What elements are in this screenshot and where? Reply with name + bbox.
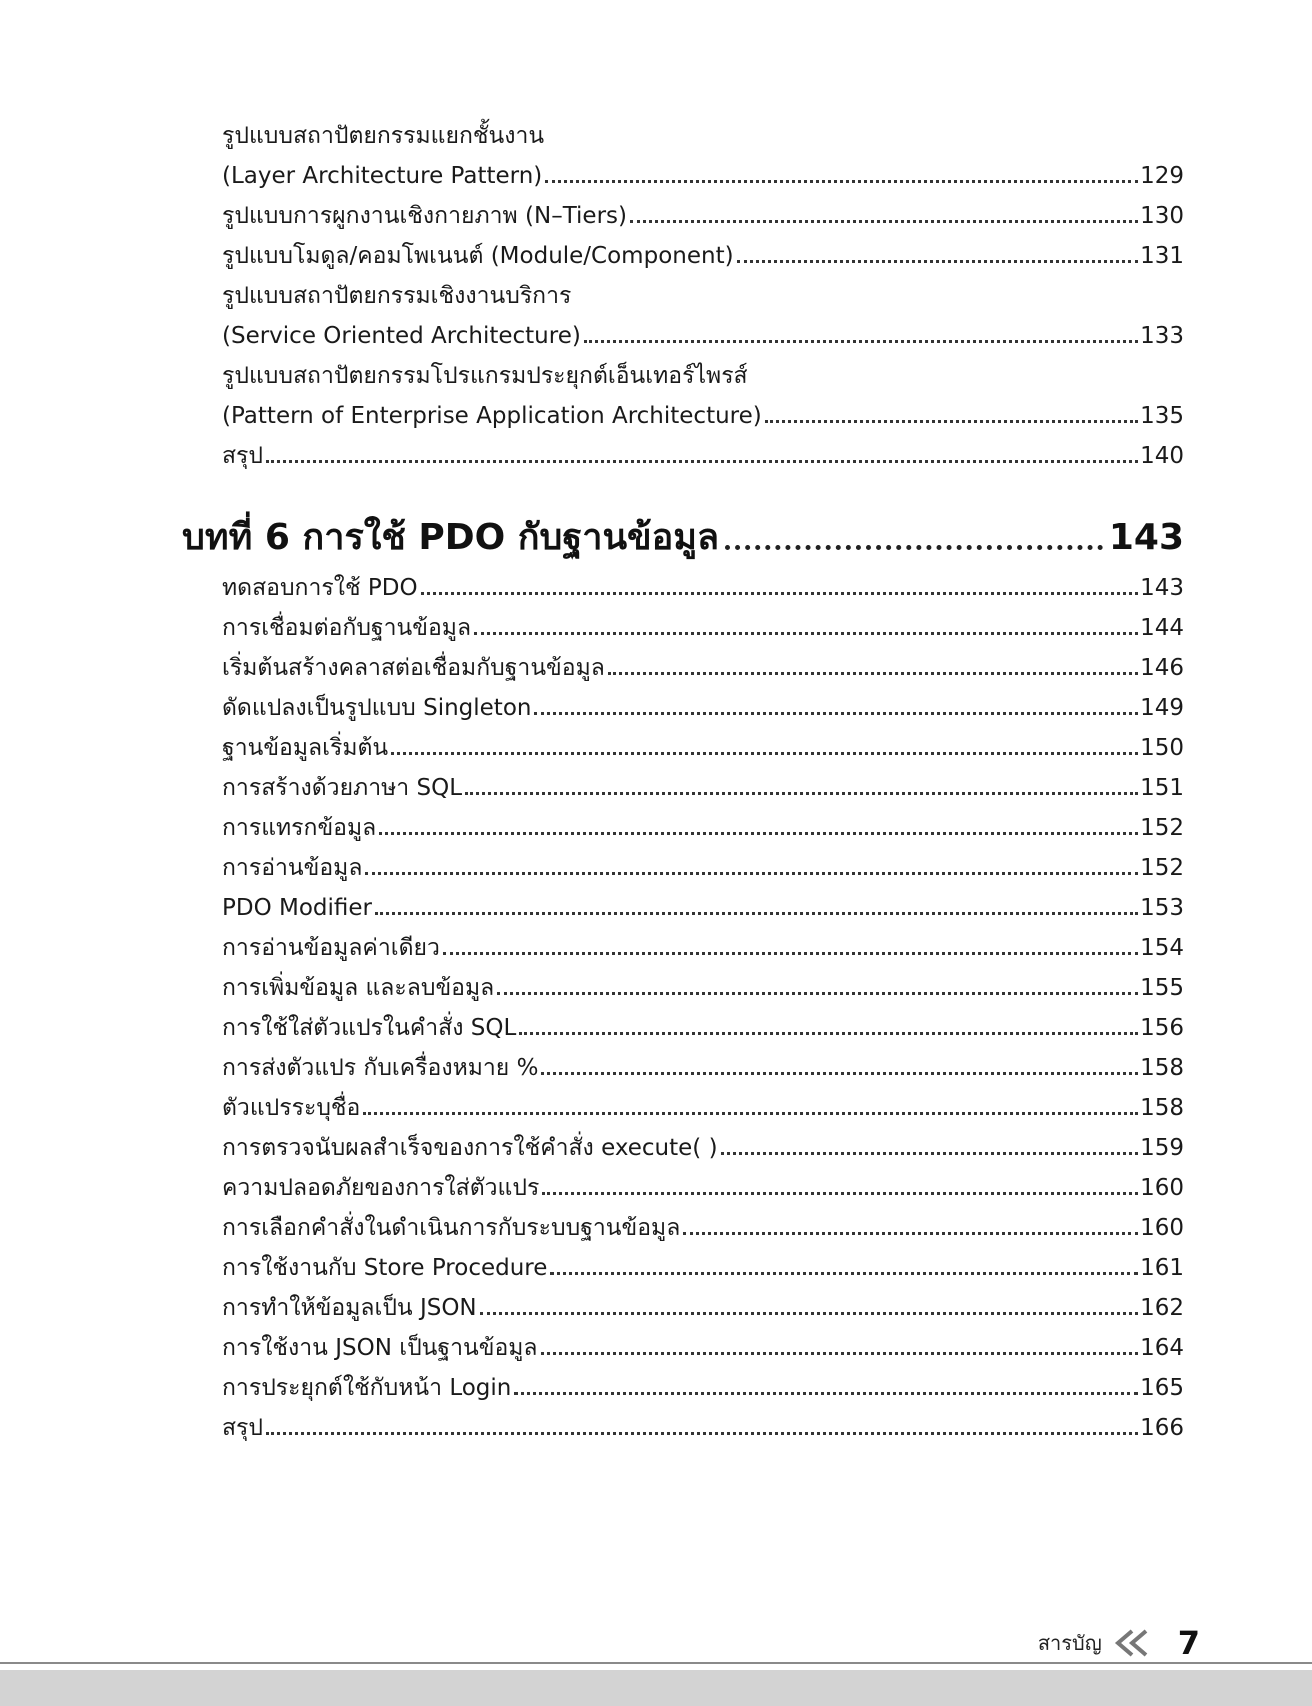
toc-entry-page: 161	[1140, 1255, 1184, 1281]
toc-entry-page: 151	[1140, 775, 1184, 801]
dot-leader	[542, 1192, 1138, 1195]
toc-entry-title: การเลือกคำสั่งในดำเนินการกับระบบฐานข้อมูล	[222, 1215, 681, 1241]
toc-entry-page: 160	[1140, 1175, 1184, 1201]
dot-leader	[266, 460, 1138, 463]
dot-leader	[519, 1032, 1138, 1035]
dot-leader	[514, 1392, 1138, 1395]
dot-leader	[541, 1352, 1139, 1355]
toc-entry-title: การใช้งานกับ Store Procedure	[222, 1255, 548, 1281]
toc-entry-page: 130	[1140, 203, 1184, 229]
dot-leader	[266, 1432, 1138, 1435]
toc-entry	[222, 762, 1184, 802]
toc-entry-title: การเพิ่มข้อมูล และลบข้อมูล	[222, 975, 495, 1001]
toc-entry-page: 154	[1140, 935, 1184, 961]
toc-entry-page: 143	[1140, 575, 1184, 601]
toc-entry-page: 166	[1140, 1415, 1184, 1441]
dot-leader	[584, 340, 1138, 343]
toc-entry	[222, 562, 1184, 602]
toc-entry	[222, 270, 1184, 310]
toc-entry	[222, 1362, 1184, 1402]
toc-entry	[222, 1162, 1184, 1202]
dot-leader	[534, 712, 1138, 715]
toc-entry-page: 152	[1140, 815, 1184, 841]
toc-entry-title: การอ่านข้อมูล	[222, 855, 363, 881]
dot-leader	[375, 912, 1138, 915]
toc-entry-title: ฐานข้อมูลเริ่มต้น	[222, 735, 389, 761]
toc-entry	[222, 722, 1184, 762]
footer-rule	[0, 1662, 1312, 1664]
toc-entry-title: (Service Oriented Architecture)	[222, 323, 581, 349]
dot-leader	[630, 220, 1138, 223]
toc-entry	[222, 922, 1184, 962]
toc-entry-title: การเชื่อมต่อกับฐานข้อมูล	[222, 615, 472, 641]
toc-entry-page: 135	[1140, 403, 1184, 429]
dot-leader	[443, 952, 1138, 955]
page-footer	[1038, 1618, 1200, 1668]
toc-entry-page: 158	[1140, 1095, 1184, 1121]
toc-entry-page: 165	[1140, 1375, 1184, 1401]
toc-entry	[222, 802, 1184, 842]
toc-entry-title: สรุป	[222, 1415, 263, 1441]
dot-leader	[765, 420, 1138, 423]
toc-entry-title: เริ่มต้นสร้างคลาสต่อเชื่อมกับฐานข้อมูล	[222, 655, 605, 681]
toc-entry	[222, 1082, 1184, 1122]
toc-entry-page: 159	[1140, 1135, 1184, 1161]
toc-entry	[222, 230, 1184, 270]
toc-entry	[222, 1122, 1184, 1162]
toc-entry-page: 150	[1140, 735, 1184, 761]
dot-leader	[497, 992, 1138, 995]
toc-entry-page: 140	[1140, 443, 1184, 469]
dot-leader	[474, 632, 1138, 635]
dot-leader	[379, 832, 1138, 835]
toc-entry-title: ความปลอดภัยของการใส่ตัวแปร	[222, 1175, 540, 1201]
toc-entry	[222, 882, 1184, 922]
toc-entry-page: 131	[1140, 243, 1184, 269]
dot-leader	[465, 792, 1138, 795]
toc-entry-title: การสร้างด้วยภาษา SQL	[222, 775, 463, 801]
toc-entry	[222, 310, 1184, 350]
chapter-page: 143	[1108, 517, 1184, 558]
footer-section-label: สารบัญ	[1037, 1631, 1102, 1655]
toc-entry-title: การทำให้ข้อมูลเป็น JSON	[222, 1295, 477, 1321]
toc-entry	[222, 1042, 1184, 1082]
toc-entry-page: 129	[1140, 163, 1184, 189]
toc-entry-title: การใช้งาน JSON เป็นฐานข้อมูล	[222, 1335, 538, 1361]
double-chevron-left-icon	[1112, 1628, 1152, 1658]
toc-entry-page: 158	[1140, 1055, 1184, 1081]
dot-leader	[608, 672, 1138, 675]
toc-entry-page: 164	[1140, 1335, 1184, 1361]
toc-entry-title: รูปแบบสถาปัตยกรรมโปรแกรมประยุกต์เอ็นเทอร์ไพรส์	[222, 363, 748, 389]
toc-entry	[222, 842, 1184, 882]
toc-entry-title: รูปแบบสถาปัตยกรรมแยกชั้นงาน	[222, 123, 545, 149]
toc-entry-page: 146	[1140, 655, 1184, 681]
toc-entry-page: 144	[1140, 615, 1184, 641]
footer-band	[0, 1670, 1312, 1706]
toc-entry-title: การใช้ใส่ตัวแปรในคำสั่ง SQL	[222, 1015, 517, 1041]
toc-entry	[222, 1242, 1184, 1282]
dot-leader	[365, 872, 1138, 875]
toc-entry-title: การส่งตัวแปร กับเครื่องหมาย %	[222, 1055, 539, 1081]
toc-entry	[222, 962, 1184, 1002]
toc-entry-page: 162	[1140, 1295, 1184, 1321]
footer-page-number: 7	[1177, 1624, 1200, 1662]
chapter-heading	[182, 500, 1184, 560]
toc-entry-page: 133	[1140, 323, 1184, 349]
toc-entry-title: การแทรกข้อมูล	[222, 815, 377, 841]
toc-entry	[222, 602, 1184, 642]
toc-entry-title: (Layer Architecture Pattern)	[222, 163, 543, 189]
toc-entry-title: ดัดแปลงเป็นรูปแบบ Singleton	[222, 695, 532, 721]
toc-entry-page: 152	[1140, 855, 1184, 881]
toc-entry-page: 153	[1140, 895, 1184, 921]
toc-entry	[222, 1402, 1184, 1442]
chapter-title: บทที่ 6 การใช้ PDO กับฐานข้อมูล	[182, 517, 720, 558]
toc-entry-title: สรุป	[222, 443, 263, 469]
toc-entry-title: ตัวแปรระบุชื่อ	[222, 1095, 361, 1121]
toc-entry	[222, 1202, 1184, 1242]
dot-leader	[721, 1152, 1139, 1155]
toc-entry	[222, 190, 1184, 230]
toc-entry-page: 160	[1140, 1215, 1184, 1241]
toc-entry-page: 149	[1140, 695, 1184, 721]
dot-leader	[737, 260, 1139, 263]
toc-entry-page: 156	[1140, 1015, 1184, 1041]
toc-entry-title: ทดสอบการใช้ PDO	[222, 575, 418, 601]
toc-entry	[222, 350, 1184, 390]
dot-leader	[683, 1232, 1138, 1235]
dot-leader	[550, 1272, 1138, 1275]
toc-entry	[222, 682, 1184, 722]
toc-entry	[222, 642, 1184, 682]
dot-leader	[545, 180, 1138, 183]
toc-entry-page: 155	[1140, 975, 1184, 1001]
dot-leader	[541, 1072, 1138, 1075]
toc-entry-title: รูปแบบสถาปัตยกรรมเชิงงานบริการ	[222, 283, 572, 309]
dot-leader	[363, 1112, 1138, 1115]
toc-entry	[222, 110, 1184, 150]
toc-entry	[222, 390, 1184, 430]
dot-leader	[480, 1312, 1138, 1315]
dot-leader	[725, 545, 1103, 550]
dot-leader	[391, 752, 1138, 755]
toc-entry	[222, 1002, 1184, 1042]
toc-entry-title: การอ่านข้อมูลค่าเดียว	[222, 935, 440, 961]
toc-entry	[222, 1282, 1184, 1322]
toc-entry-title: รูปแบบการผูกงานเชิงกายภาพ (N–Tiers)	[222, 203, 627, 229]
toc-entry	[222, 1322, 1184, 1362]
toc-entry	[222, 430, 1184, 470]
toc-entry-title: การประยุกต์ใช้กับหน้า Login	[222, 1375, 512, 1401]
toc-entry-title: PDO Modifier	[222, 895, 372, 921]
toc-entry-title: (Pattern of Enterprise Application Architecture)	[222, 403, 762, 429]
toc-entry-title: รูปแบบโมดูล/คอมโพเนนต์ (Module/Component)	[222, 243, 734, 269]
dot-leader	[421, 592, 1139, 595]
toc-entry	[222, 150, 1184, 190]
toc-entry-title: การตรวจนับผลสำเร็จของการใช้คำสั่ง execute( )	[222, 1135, 718, 1161]
